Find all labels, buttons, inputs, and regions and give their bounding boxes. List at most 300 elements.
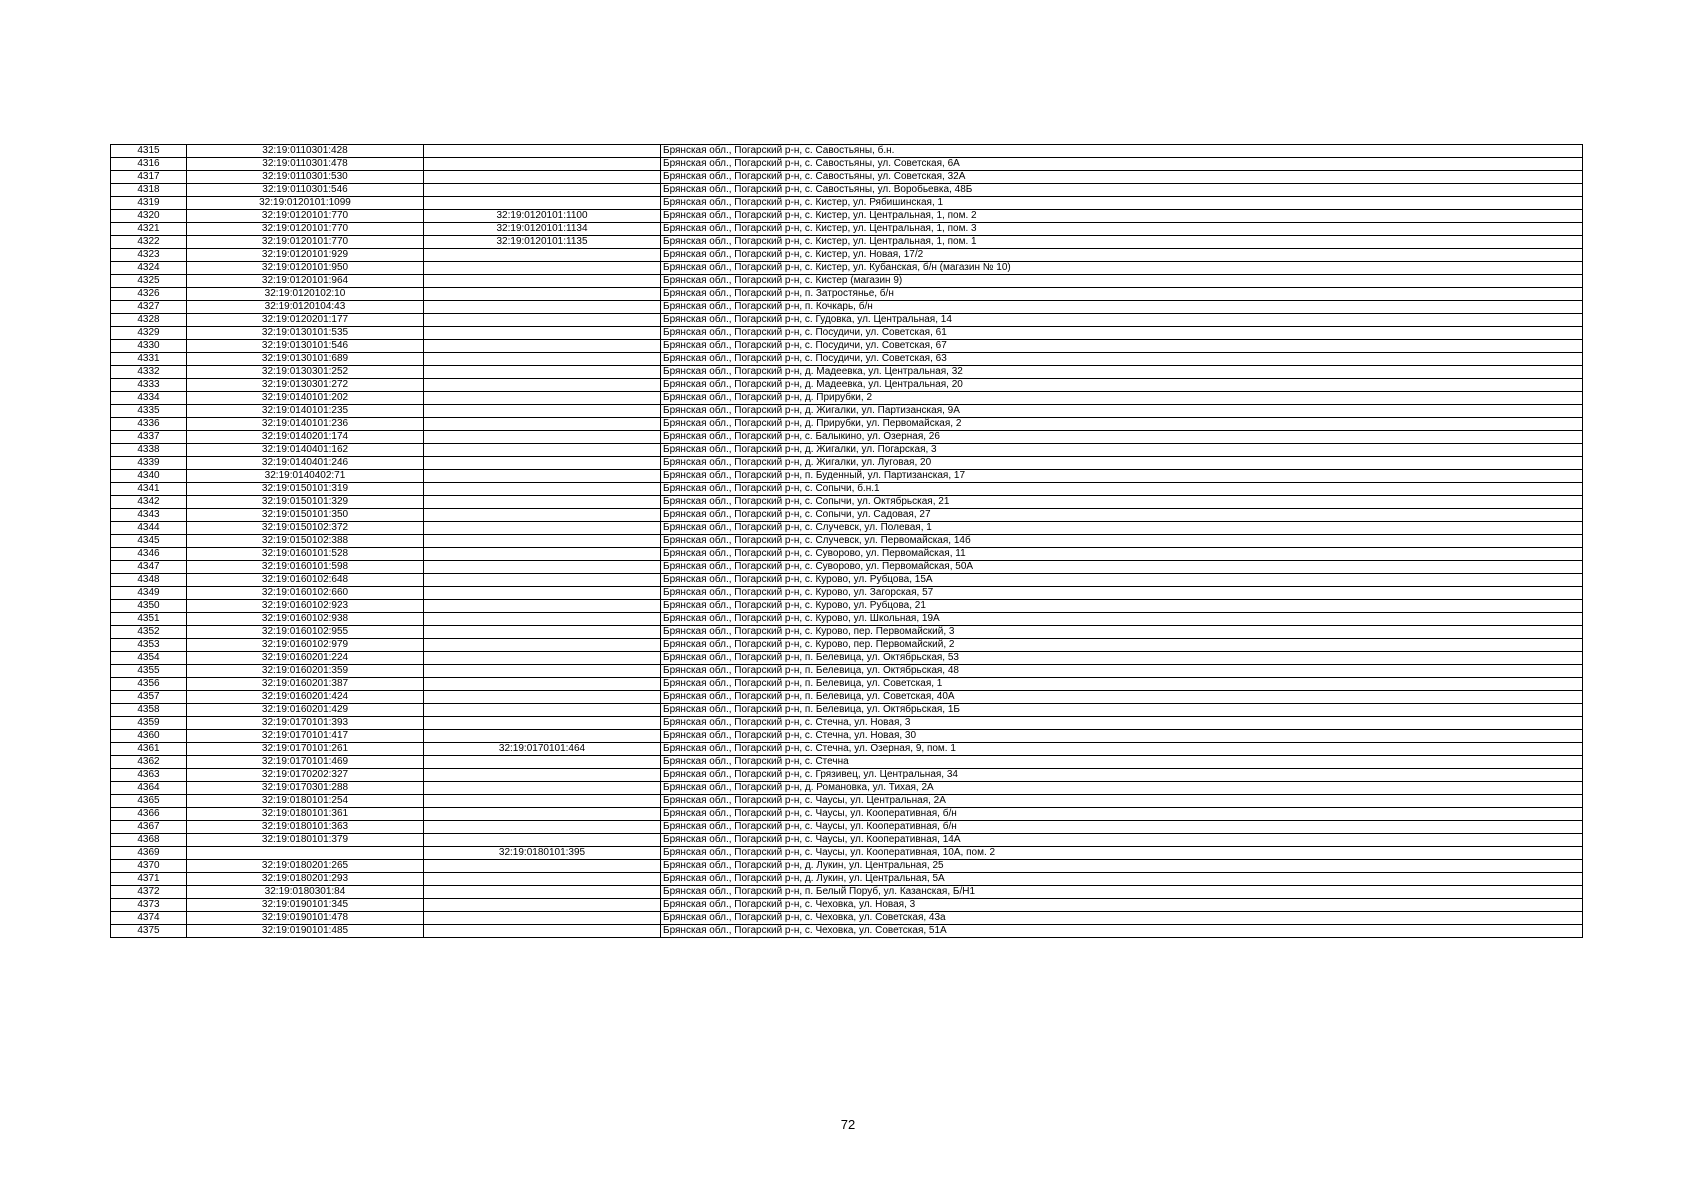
cadastral-number-cell: 32:19:0130301:272	[187, 379, 424, 392]
address-cell: Брянская обл., Погарский р-н, с. Сопычи, б.н.1	[661, 483, 1583, 496]
table-row	[111, 288, 1583, 301]
row-number-cell: 4365	[111, 795, 187, 808]
table-row	[111, 782, 1583, 795]
table-row	[111, 847, 1583, 860]
row-number-cell: 4358	[111, 704, 187, 717]
row-number-cell: 4366	[111, 808, 187, 821]
cadastral-number-cell: 32:19:0150101:350	[187, 509, 424, 522]
address-cell: Брянская обл., Погарский р-н, с. Случевск, ул. Первомайская, 14б	[661, 535, 1583, 548]
row-number-cell: 4359	[111, 717, 187, 730]
table-row	[111, 145, 1583, 158]
row-number-cell: 4336	[111, 418, 187, 431]
row-number-cell: 4339	[111, 457, 187, 470]
cadastral-number-cell: 32:19:0140101:236	[187, 418, 424, 431]
table-row	[111, 769, 1583, 782]
cadastral-number-cell: 32:19:0140101:202	[187, 392, 424, 405]
table-row	[111, 912, 1583, 925]
room-cadastral-number-cell	[424, 808, 661, 821]
address-cell: Брянская обл., Погарский р-н, с. Курово, ул. Рубцова, 15А	[661, 574, 1583, 587]
room-cadastral-number-cell	[424, 860, 661, 873]
address-cell: Брянская обл., Погарский р-н, с. Курово, ул. Рубцова, 21	[661, 600, 1583, 613]
table-row	[111, 873, 1583, 886]
row-number-cell: 4316	[111, 158, 187, 171]
cadastral-number-cell: 32:19:0190101:485	[187, 925, 424, 938]
room-cadastral-number-cell	[424, 262, 661, 275]
address-cell: Брянская обл., Погарский р-н, с. Курово, пер. Первомайский, 3	[661, 626, 1583, 639]
table-row	[111, 678, 1583, 691]
address-cell: Брянская обл., Погарский р-н, с. Стечна	[661, 756, 1583, 769]
cadastral-number-cell: 32:19:0120101:929	[187, 249, 424, 262]
address-cell: Брянская обл., Погарский р-н, с. Чеховка, ул. Советская, 43а	[661, 912, 1583, 925]
address-cell: Брянская обл., Погарский р-н, д. Мадеевка, ул. Центральная, 20	[661, 379, 1583, 392]
room-cadastral-number-cell: 32:19:0120101:1134	[424, 223, 661, 236]
cadastral-number-cell: 32:19:0180301:84	[187, 886, 424, 899]
table-row	[111, 314, 1583, 327]
row-number-cell: 4368	[111, 834, 187, 847]
room-cadastral-number-cell	[424, 925, 661, 938]
room-cadastral-number-cell	[424, 548, 661, 561]
address-cell: Брянская обл., Погарский р-н, с. Случевск, ул. Полевая, 1	[661, 522, 1583, 535]
cadastral-number-cell: 32:19:0170101:469	[187, 756, 424, 769]
room-cadastral-number-cell	[424, 600, 661, 613]
table-row	[111, 600, 1583, 613]
cadastral-number-cell: 32:19:0160201:359	[187, 665, 424, 678]
table-row	[111, 743, 1583, 756]
cadastral-number-cell: 32:19:0120102:10	[187, 288, 424, 301]
room-cadastral-number-cell	[424, 821, 661, 834]
cadastral-number-cell: 32:19:0160102:938	[187, 613, 424, 626]
table-row	[111, 236, 1583, 249]
address-cell: Брянская обл., Погарский р-н, п. Белевица, ул. Октябрьская, 53	[661, 652, 1583, 665]
address-cell: Брянская обл., Погарский р-н, с. Посудичи, ул. Советская, 67	[661, 340, 1583, 353]
table-row	[111, 483, 1583, 496]
cadastral-number-cell: 32:19:0110301:478	[187, 158, 424, 171]
table-row	[111, 275, 1583, 288]
cadastral-number-cell: 32:19:0120101:1099	[187, 197, 424, 210]
room-cadastral-number-cell	[424, 717, 661, 730]
table-row	[111, 457, 1583, 470]
table-row	[111, 210, 1583, 223]
row-number-cell: 4321	[111, 223, 187, 236]
address-cell: Брянская обл., Погарский р-н, с. Курово, ул. Загорская, 57	[661, 587, 1583, 600]
address-cell: Брянская обл., Погарский р-н, п. Белевица, ул. Октябрьская, 48	[661, 665, 1583, 678]
room-cadastral-number-cell	[424, 379, 661, 392]
address-cell: Брянская обл., Погарский р-н, д. Жигалки, ул. Луговая, 20	[661, 457, 1583, 470]
row-number-cell: 4342	[111, 496, 187, 509]
row-number-cell: 4371	[111, 873, 187, 886]
room-cadastral-number-cell	[424, 626, 661, 639]
table-row	[111, 431, 1583, 444]
table-row	[111, 561, 1583, 574]
row-number-cell: 4323	[111, 249, 187, 262]
address-cell: Брянская обл., Погарский р-н, с. Савостьяны, ул. Воробьевка, 48Б	[661, 184, 1583, 197]
table-row	[111, 301, 1583, 314]
room-cadastral-number-cell	[424, 197, 661, 210]
table-row	[111, 925, 1583, 938]
room-cadastral-number-cell	[424, 405, 661, 418]
table-row	[111, 496, 1583, 509]
address-cell: Брянская обл., Погарский р-н, с. Кистер, ул. Центральная, 1, пом. 3	[661, 223, 1583, 236]
row-number-cell: 4345	[111, 535, 187, 548]
address-cell: Брянская обл., Погарский р-н, п. Белый Поруб, ул. Казанская, Б/Н1	[661, 886, 1583, 899]
room-cadastral-number-cell	[424, 392, 661, 405]
row-number-cell: 4340	[111, 470, 187, 483]
property-registry-table	[110, 144, 1583, 938]
address-cell: Брянская обл., Погарский р-н, с. Суворово, ул. Первомайская, 50А	[661, 561, 1583, 574]
room-cadastral-number-cell	[424, 886, 661, 899]
table-row	[111, 184, 1583, 197]
cadastral-number-cell: 32:19:0180101:361	[187, 808, 424, 821]
room-cadastral-number-cell	[424, 665, 661, 678]
room-cadastral-number-cell	[424, 873, 661, 886]
row-number-cell: 4318	[111, 184, 187, 197]
room-cadastral-number-cell	[424, 574, 661, 587]
row-number-cell: 4328	[111, 314, 187, 327]
room-cadastral-number-cell	[424, 301, 661, 314]
table-row	[111, 899, 1583, 912]
cadastral-number-cell: 32:19:0180201:265	[187, 860, 424, 873]
row-number-cell: 4327	[111, 301, 187, 314]
room-cadastral-number-cell: 32:19:0120101:1135	[424, 236, 661, 249]
cadastral-number-cell: 32:19:0120101:950	[187, 262, 424, 275]
room-cadastral-number-cell	[424, 535, 661, 548]
cadastral-number-cell: 32:19:0140401:246	[187, 457, 424, 470]
address-cell: Брянская обл., Погарский р-н, с. Кистер, ул. Центральная, 1, пом. 1	[661, 236, 1583, 249]
table-row	[111, 223, 1583, 236]
cadastral-number-cell: 32:19:0160201:429	[187, 704, 424, 717]
row-number-cell: 4351	[111, 613, 187, 626]
row-number-cell: 4338	[111, 444, 187, 457]
room-cadastral-number-cell	[424, 275, 661, 288]
cadastral-number-cell: 32:19:0160201:224	[187, 652, 424, 665]
room-cadastral-number-cell	[424, 795, 661, 808]
cadastral-number-cell: 32:19:0120101:770	[187, 236, 424, 249]
table-row	[111, 340, 1583, 353]
room-cadastral-number-cell	[424, 730, 661, 743]
cadastral-number-cell: 32:19:0110301:428	[187, 145, 424, 158]
room-cadastral-number-cell	[424, 782, 661, 795]
table-row	[111, 834, 1583, 847]
row-number-cell: 4332	[111, 366, 187, 379]
table-row	[111, 860, 1583, 873]
table-row	[111, 158, 1583, 171]
table-row	[111, 522, 1583, 535]
room-cadastral-number-cell	[424, 496, 661, 509]
room-cadastral-number-cell	[424, 444, 661, 457]
table-row	[111, 704, 1583, 717]
room-cadastral-number-cell	[424, 457, 661, 470]
cadastral-number-cell: 32:19:0160201:387	[187, 678, 424, 691]
room-cadastral-number-cell	[424, 899, 661, 912]
cadastral-number-cell: 32:19:0160201:424	[187, 691, 424, 704]
row-number-cell: 4353	[111, 639, 187, 652]
table-row	[111, 756, 1583, 769]
room-cadastral-number-cell	[424, 522, 661, 535]
cadastral-number-cell: 32:19:0160102:648	[187, 574, 424, 587]
room-cadastral-number-cell: 32:19:0170101:464	[424, 743, 661, 756]
row-number-cell: 4334	[111, 392, 187, 405]
row-number-cell: 4326	[111, 288, 187, 301]
cadastral-number-cell: 32:19:0190101:478	[187, 912, 424, 925]
address-cell: Брянская обл., Погарский р-н, с. Стечна, ул. Озерная, 9, пом. 1	[661, 743, 1583, 756]
address-cell: Брянская обл., Погарский р-н, п. Белевица, ул. Октябрьская, 1Б	[661, 704, 1583, 717]
row-number-cell: 4346	[111, 548, 187, 561]
table-row	[111, 535, 1583, 548]
cadastral-number-cell: 32:19:0180101:363	[187, 821, 424, 834]
address-cell: Брянская обл., Погарский р-н, с. Суворово, ул. Первомайская, 11	[661, 548, 1583, 561]
room-cadastral-number-cell	[424, 288, 661, 301]
address-cell: Брянская обл., Погарский р-н, с. Стечна, ул. Новая, 30	[661, 730, 1583, 743]
row-number-cell: 4360	[111, 730, 187, 743]
row-number-cell: 4367	[111, 821, 187, 834]
table-row	[111, 574, 1583, 587]
address-cell: Брянская обл., Погарский р-н, д. Жигалки, ул. Погарская, 3	[661, 444, 1583, 457]
cadastral-number-cell: 32:19:0170202:327	[187, 769, 424, 782]
address-cell: Брянская обл., Погарский р-н, д. Лукин, ул. Центральная, 25	[661, 860, 1583, 873]
cadastral-number-cell: 32:19:0120104:43	[187, 301, 424, 314]
row-number-cell: 4372	[111, 886, 187, 899]
row-number-cell: 4335	[111, 405, 187, 418]
row-number-cell: 4330	[111, 340, 187, 353]
table-row	[111, 418, 1583, 431]
room-cadastral-number-cell	[424, 561, 661, 574]
room-cadastral-number-cell	[424, 353, 661, 366]
row-number-cell: 4362	[111, 756, 187, 769]
row-number-cell: 4361	[111, 743, 187, 756]
row-number-cell: 4344	[111, 522, 187, 535]
row-number-cell: 4369	[111, 847, 187, 860]
address-cell: Брянская обл., Погарский р-н, с. Кистер, ул. Центральная, 1, пом. 2	[661, 210, 1583, 223]
row-number-cell: 4348	[111, 574, 187, 587]
address-cell: Брянская обл., Погарский р-н, п. Белевица, ул. Советская, 1	[661, 678, 1583, 691]
table-row	[111, 392, 1583, 405]
room-cadastral-number-cell	[424, 834, 661, 847]
table-row	[111, 405, 1583, 418]
address-cell: Брянская обл., Погарский р-н, д. Лукин, ул. Центральная, 5А	[661, 873, 1583, 886]
row-number-cell: 4331	[111, 353, 187, 366]
row-number-cell: 4355	[111, 665, 187, 678]
address-cell: Брянская обл., Погарский р-н, с. Стечна, ул. Новая, 3	[661, 717, 1583, 730]
cadastral-number-cell: 32:19:0120101:964	[187, 275, 424, 288]
address-cell: Брянская обл., Погарский р-н, с. Чаусы, ул. Кооперативная, 14А	[661, 834, 1583, 847]
table-row	[111, 821, 1583, 834]
table-row	[111, 366, 1583, 379]
address-cell: Брянская обл., Погарский р-н, с. Курово, ул. Школьная, 19А	[661, 613, 1583, 626]
address-cell: Брянская обл., Погарский р-н, с. Чаусы, ул. Центральная, 2А	[661, 795, 1583, 808]
cadastral-number-cell: 32:19:0160101:598	[187, 561, 424, 574]
cadastral-number-cell: 32:19:0150101:319	[187, 483, 424, 496]
cadastral-number-cell: 32:19:0160102:923	[187, 600, 424, 613]
table-row	[111, 717, 1583, 730]
cadastral-number-cell: 32:19:0180101:379	[187, 834, 424, 847]
address-cell: Брянская обл., Погарский р-н, с. Чеховка, ул. Новая, 3	[661, 899, 1583, 912]
row-number-cell: 4352	[111, 626, 187, 639]
table-row	[111, 652, 1583, 665]
cadastral-number-cell: 32:19:0160102:955	[187, 626, 424, 639]
table-row	[111, 730, 1583, 743]
table-row	[111, 470, 1583, 483]
address-cell: Брянская обл., Погарский р-н, с. Кистер, ул. Кубанская, б/н (магазин № 10)	[661, 262, 1583, 275]
room-cadastral-number-cell	[424, 145, 661, 158]
cadastral-number-cell: 32:19:0130301:252	[187, 366, 424, 379]
room-cadastral-number-cell	[424, 158, 661, 171]
address-cell: Брянская обл., Погарский р-н, с. Курово, пер. Первомайский, 2	[661, 639, 1583, 652]
row-number-cell: 4356	[111, 678, 187, 691]
room-cadastral-number-cell	[424, 756, 661, 769]
room-cadastral-number-cell	[424, 613, 661, 626]
room-cadastral-number-cell	[424, 314, 661, 327]
room-cadastral-number-cell	[424, 678, 661, 691]
cadastral-number-cell: 32:19:0150102:372	[187, 522, 424, 535]
address-cell: Брянская обл., Погарский р-н, с. Савостьяны, б.н.	[661, 145, 1583, 158]
cadastral-number-cell: 32:19:0190101:345	[187, 899, 424, 912]
cadastral-number-cell: 32:19:0150101:329	[187, 496, 424, 509]
cadastral-number-cell: 32:19:0170101:261	[187, 743, 424, 756]
cadastral-number-cell	[187, 847, 424, 860]
table-row	[111, 548, 1583, 561]
room-cadastral-number-cell	[424, 509, 661, 522]
address-cell: Брянская обл., Погарский р-н, д. Прирубки, ул. Первомайская, 2	[661, 418, 1583, 431]
cadastral-number-cell: 32:19:0140201:174	[187, 431, 424, 444]
row-number-cell: 4324	[111, 262, 187, 275]
cadastral-number-cell: 32:19:0130101:535	[187, 327, 424, 340]
row-number-cell: 4375	[111, 925, 187, 938]
room-cadastral-number-cell	[424, 327, 661, 340]
cadastral-number-cell: 32:19:0160101:528	[187, 548, 424, 561]
cadastral-number-cell: 32:19:0160102:660	[187, 587, 424, 600]
row-number-cell: 4320	[111, 210, 187, 223]
cadastral-number-cell: 32:19:0140401:162	[187, 444, 424, 457]
room-cadastral-number-cell	[424, 704, 661, 717]
row-number-cell: 4325	[111, 275, 187, 288]
row-number-cell: 4333	[111, 379, 187, 392]
room-cadastral-number-cell	[424, 470, 661, 483]
row-number-cell: 4357	[111, 691, 187, 704]
cadastral-number-cell: 32:19:0170101:417	[187, 730, 424, 743]
room-cadastral-number-cell	[424, 587, 661, 600]
row-number-cell: 4343	[111, 509, 187, 522]
address-cell: Брянская обл., Погарский р-н, с. Посудичи, ул. Советская, 63	[661, 353, 1583, 366]
cadastral-number-cell: 32:19:0120201:177	[187, 314, 424, 327]
row-number-cell: 4317	[111, 171, 187, 184]
table-row	[111, 197, 1583, 210]
address-cell: Брянская обл., Погарский р-н, с. Савостьяны, ул. Советская, 6А	[661, 158, 1583, 171]
address-cell: Брянская обл., Погарский р-н, д. Жигалки, ул. Партизанская, 9А	[661, 405, 1583, 418]
row-number-cell: 4363	[111, 769, 187, 782]
address-cell: Брянская обл., Погарский р-н, д. Мадеевка, ул. Центральная, 32	[661, 366, 1583, 379]
row-number-cell: 4337	[111, 431, 187, 444]
cadastral-number-cell: 32:19:0120101:770	[187, 210, 424, 223]
registry-table-body	[111, 145, 1583, 938]
address-cell: Брянская обл., Погарский р-н, п. Буденный, ул. Партизанская, 17	[661, 470, 1583, 483]
row-number-cell: 4349	[111, 587, 187, 600]
table-row	[111, 587, 1583, 600]
cadastral-number-cell: 32:19:0170101:393	[187, 717, 424, 730]
room-cadastral-number-cell: 32:19:0180101:395	[424, 847, 661, 860]
table-row	[111, 379, 1583, 392]
room-cadastral-number-cell	[424, 431, 661, 444]
table-row	[111, 639, 1583, 652]
table-row	[111, 262, 1583, 275]
room-cadastral-number-cell	[424, 418, 661, 431]
row-number-cell: 4315	[111, 145, 187, 158]
table-row	[111, 808, 1583, 821]
address-cell: Брянская обл., Погарский р-н, п. Затростянье, б/н	[661, 288, 1583, 301]
table-row	[111, 613, 1583, 626]
address-cell: Брянская обл., Погарский р-н, с. Сопычи, ул. Октябрьская, 21	[661, 496, 1583, 509]
row-number-cell: 4341	[111, 483, 187, 496]
row-number-cell: 4350	[111, 600, 187, 613]
room-cadastral-number-cell	[424, 912, 661, 925]
room-cadastral-number-cell	[424, 249, 661, 262]
table-row	[111, 886, 1583, 899]
row-number-cell: 4370	[111, 860, 187, 873]
cadastral-number-cell: 32:19:0170301:288	[187, 782, 424, 795]
cadastral-number-cell: 32:19:0120101:770	[187, 223, 424, 236]
address-cell: Брянская обл., Погарский р-н, п. Белевица, ул. Советская, 40А	[661, 691, 1583, 704]
cadastral-number-cell: 32:19:0110301:546	[187, 184, 424, 197]
cadastral-number-cell: 32:19:0140402:71	[187, 470, 424, 483]
table-row	[111, 444, 1583, 457]
address-cell: Брянская обл., Погарский р-н, с. Посудичи, ул. Советская, 61	[661, 327, 1583, 340]
cadastral-number-cell: 32:19:0130101:546	[187, 340, 424, 353]
room-cadastral-number-cell	[424, 184, 661, 197]
table-row	[111, 626, 1583, 639]
address-cell: Брянская обл., Погарский р-н, с. Гудовка, ул. Центральная, 14	[661, 314, 1583, 327]
row-number-cell: 4329	[111, 327, 187, 340]
room-cadastral-number-cell	[424, 340, 661, 353]
room-cadastral-number-cell	[424, 691, 661, 704]
cadastral-number-cell: 32:19:0150102:388	[187, 535, 424, 548]
row-number-cell: 4364	[111, 782, 187, 795]
row-number-cell: 4373	[111, 899, 187, 912]
room-cadastral-number-cell	[424, 366, 661, 379]
room-cadastral-number-cell	[424, 483, 661, 496]
table-row	[111, 795, 1583, 808]
table-row	[111, 691, 1583, 704]
room-cadastral-number-cell	[424, 769, 661, 782]
address-cell: Брянская обл., Погарский р-н, с. Сопычи, ул. Садовая, 27	[661, 509, 1583, 522]
cadastral-number-cell: 32:19:0180201:293	[187, 873, 424, 886]
address-cell: Брянская обл., Погарский р-н, с. Кистер, ул. Новая, 17/2	[661, 249, 1583, 262]
address-cell: Брянская обл., Погарский р-н, с. Чаусы, ул. Кооперативная, б/н	[661, 808, 1583, 821]
address-cell: Брянская обл., Погарский р-н, с. Кистер (магазин 9)	[661, 275, 1583, 288]
address-cell: Брянская обл., Погарский р-н, с. Савостьяны, ул. Советская, 32А	[661, 171, 1583, 184]
row-number-cell: 4347	[111, 561, 187, 574]
address-cell: Брянская обл., Погарский р-н, д. Прирубки, 2	[661, 392, 1583, 405]
address-cell: Брянская обл., Погарский р-н, с. Грязивец, ул. Центральная, 34	[661, 769, 1583, 782]
address-cell: Брянская обл., Погарский р-н, п. Кочкарь, б/н	[661, 301, 1583, 314]
table-row	[111, 171, 1583, 184]
table-row	[111, 509, 1583, 522]
cadastral-number-cell: 32:19:0140101:235	[187, 405, 424, 418]
cadastral-number-cell: 32:19:0110301:530	[187, 171, 424, 184]
cadastral-number-cell: 32:19:0160102:979	[187, 639, 424, 652]
row-number-cell: 4322	[111, 236, 187, 249]
room-cadastral-number-cell	[424, 171, 661, 184]
page-number: 72	[840, 1117, 856, 1132]
address-cell: Брянская обл., Погарский р-н, д. Романовка, ул. Тихая, 2А	[661, 782, 1583, 795]
address-cell: Брянская обл., Погарский р-н, с. Чаусы, ул. Кооперативная, б/н	[661, 821, 1583, 834]
row-number-cell: 4354	[111, 652, 187, 665]
room-cadastral-number-cell	[424, 639, 661, 652]
address-cell: Брянская обл., Погарский р-н, с. Балыкино, ул. Озерная, 26	[661, 431, 1583, 444]
row-number-cell: 4319	[111, 197, 187, 210]
cadastral-number-cell: 32:19:0180101:254	[187, 795, 424, 808]
address-cell: Брянская обл., Погарский р-н, с. Чеховка, ул. Советская, 51А	[661, 925, 1583, 938]
table-row	[111, 353, 1583, 366]
address-cell: Брянская обл., Погарский р-н, с. Чаусы, ул. Кооперативная, 10А, пом. 2	[661, 847, 1583, 860]
